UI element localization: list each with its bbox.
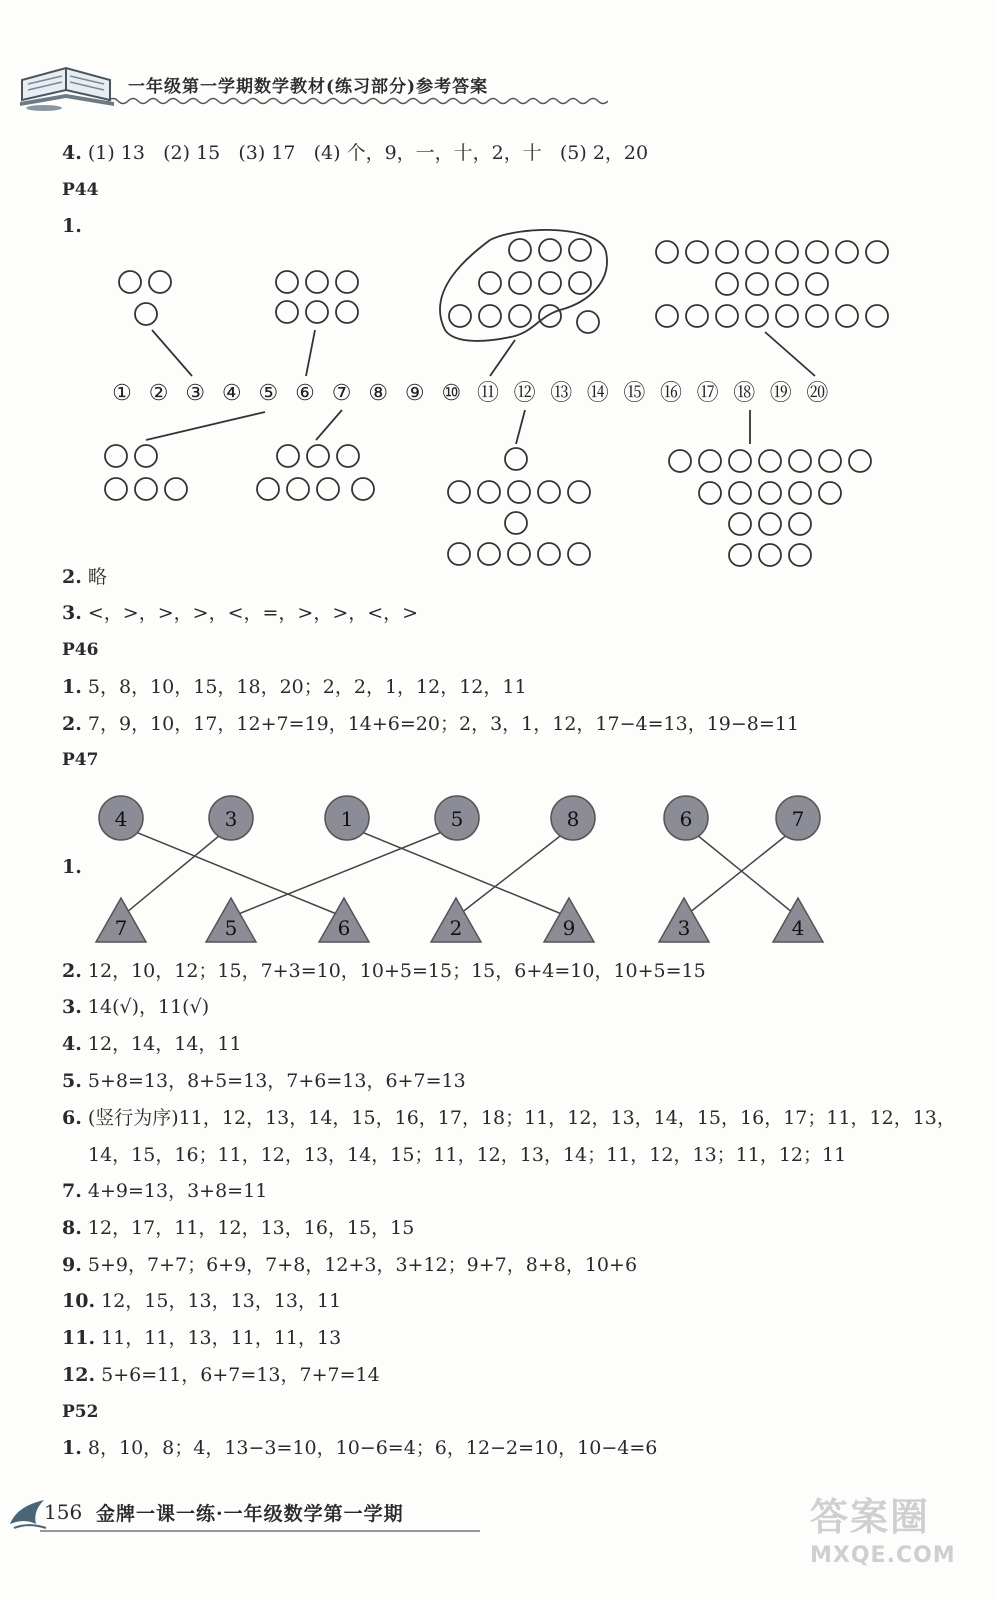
number-line-item: ① — [112, 381, 132, 406]
triangle-label: 6 — [337, 916, 351, 940]
triangle-row — [96, 898, 823, 942]
section-heading: P52 — [62, 1402, 99, 1422]
connector — [516, 410, 525, 444]
number-line-item: ⑨ — [404, 381, 425, 406]
connector — [146, 412, 265, 440]
connector — [306, 330, 315, 376]
answer-line: 2. 略 — [62, 566, 107, 588]
number-line-item: ⑳ — [806, 381, 829, 406]
circle-label: 8 — [566, 807, 580, 831]
watermark-url: MXQE.COM — [810, 1543, 956, 1568]
number-line-item: ⑩ — [441, 381, 462, 406]
triangle-label: 7 — [114, 916, 128, 940]
number-line-item: ⑫ — [513, 381, 536, 406]
p47-matching-diagram — [0, 780, 996, 960]
number-line-item: ⑧ — [368, 381, 389, 406]
circle-label: 3 — [224, 807, 238, 831]
watermark-text: 答案圈 — [810, 1495, 931, 1539]
circle-row — [99, 796, 820, 840]
number-line-item: ⑤ — [258, 381, 279, 406]
triangle-label: 9 — [562, 916, 576, 940]
bottom-group-12 — [448, 448, 590, 565]
top-group-6 — [276, 271, 358, 323]
circle-label: 4 — [114, 807, 128, 831]
section-heading: P46 — [62, 640, 99, 660]
number-line-item: ⑦ — [331, 381, 352, 406]
answer-line: 7. 4+9=13，3+8=11 — [62, 1180, 268, 1202]
number-line — [112, 381, 828, 406]
bottom-group-18 — [669, 450, 871, 566]
triangle-label: 5 — [224, 916, 238, 940]
answer-line: 14，15，16；11，12，13，14，15；11，12，13，14；11，12，13；11，12；11 — [88, 1144, 847, 1166]
answer-line: 1. 5，8，10，15，18，20；2，2，1，12，12，11 — [62, 676, 527, 698]
triangle-label: 4 — [791, 916, 805, 940]
connector — [765, 332, 815, 376]
number-line-item: ⑰ — [696, 381, 719, 406]
bottom-group-7 — [257, 445, 374, 500]
answer-line: 6. (竖行为序)11，12，13，14，15，16，17，18；11，12，13，14，15，16，17；11，12，13， — [62, 1107, 956, 1129]
match-line — [121, 826, 231, 917]
answer-line: 3. <，>，>，>，<，=，>，>，<，> — [62, 602, 419, 624]
answer-line: 11. 11，11，13，11，11，13 — [62, 1327, 342, 1349]
answer-line: 5. 5+8=13，8+5=13，7+6=13，6+7=13 — [62, 1070, 466, 1092]
number-line-item: ⑮ — [623, 381, 646, 406]
number-line-item: ⑯ — [659, 381, 683, 406]
answer-line: 2. 12，10，12；15，7+3=10，10+5=15；15，6+4=10，10+5=15 — [62, 960, 706, 982]
number-line-item: ② — [148, 381, 169, 406]
bottom-group-5 — [105, 445, 187, 500]
number-line-item: ④ — [221, 381, 242, 406]
watermark-logo — [810, 1486, 980, 1566]
top-group-11 — [440, 230, 607, 341]
section-heading: P44 — [62, 180, 99, 200]
answer-line: 1. 8，10，8；4，13−3=10，10−6=4；6，12−2=10，10−4=6 — [62, 1437, 658, 1459]
number-line-item: ⑪ — [476, 381, 500, 406]
circle-label: 1 — [340, 807, 354, 831]
footer-title: 金牌一课一练·一年级数学第一学期 — [96, 1503, 404, 1525]
answer-line: 1. — [62, 856, 82, 878]
page-number: 156 — [44, 1500, 83, 1524]
answer-line: 8. 12，17，11，12，13，16，15，15 — [62, 1217, 415, 1239]
circle-label: 5 — [450, 807, 464, 831]
answer-line: 3. 14(√)，11(√) — [62, 996, 210, 1018]
triangle-label: 3 — [677, 916, 691, 940]
connector — [152, 330, 192, 376]
circle-label: 6 — [679, 807, 693, 831]
connector — [316, 410, 342, 440]
number-line-item: ⑬ — [550, 381, 573, 406]
footer-rule — [40, 1528, 480, 1534]
header-wavy-rule — [108, 96, 608, 106]
circle-label: 7 — [791, 807, 805, 831]
answer-line: 4. 12，14，14，11 — [62, 1033, 242, 1055]
p44-counting-diagram — [0, 222, 996, 582]
number-line-item: ⑭ — [586, 381, 609, 406]
number-line-item: ⑥ — [295, 381, 315, 406]
match-line — [456, 826, 573, 917]
answer-line: 9. 5+9，7+7；6+9，7+8，12+3，3+12；9+7，8+8，10+6 — [62, 1254, 638, 1276]
number-line-item: ③ — [185, 381, 206, 406]
connector — [490, 340, 515, 376]
answer-line: 10. 12，15，13，13，13，11 — [62, 1290, 342, 1312]
answer-line: 2. 7，9，10，17，12+7=19，14+6=20；2，3，1，12，17−4=13，19−8=11 — [62, 713, 799, 735]
section-heading: P47 — [62, 750, 99, 770]
answer-line: 12. 5+6=11，6+7=13，7+7=14 — [62, 1364, 380, 1386]
top-group-20 — [656, 241, 888, 327]
top-group-3 — [119, 271, 171, 325]
triangle-label: 2 — [449, 916, 463, 940]
number-line-item: ⑲ — [769, 381, 792, 406]
footer — [0, 1480, 996, 1580]
header-title: 一年级第一学期数学教材(练习部分)参考答案 — [128, 77, 489, 97]
book-icon — [18, 50, 118, 112]
header — [0, 40, 996, 120]
answer-line: 4. (1) 13 (2) 15 (3) 17 (4) 个，9，一，十，2，十 (5) 2，20 — [62, 142, 649, 164]
answer-line: 1. — [62, 215, 82, 237]
number-line-item: ⑱ — [733, 381, 756, 406]
